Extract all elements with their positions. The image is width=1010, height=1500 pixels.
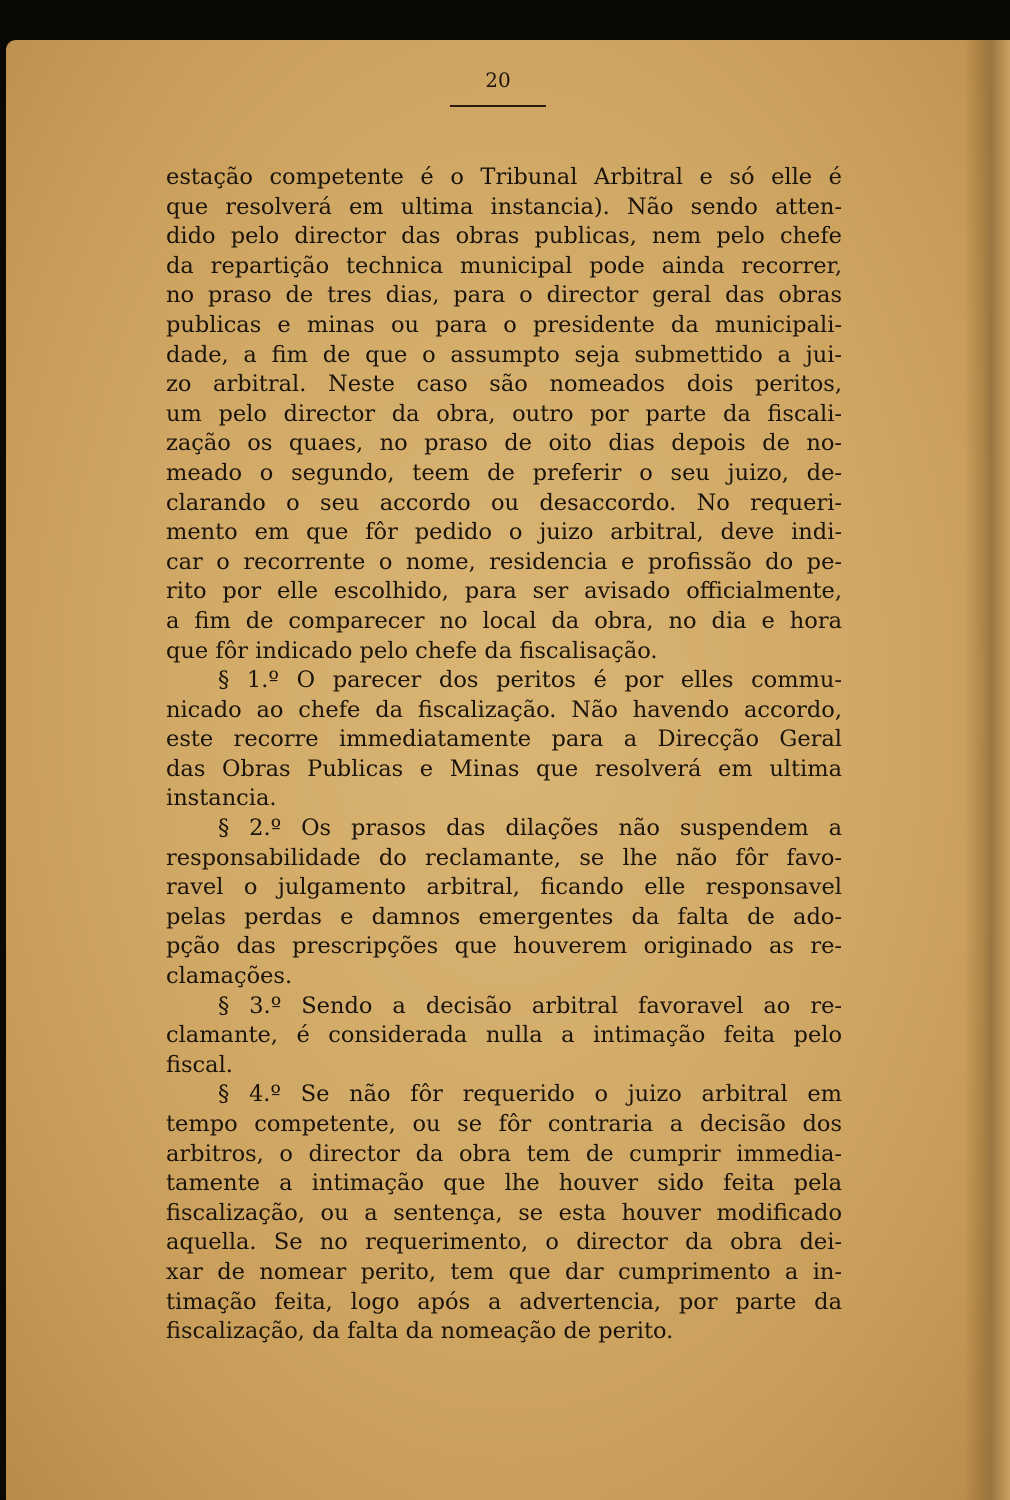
text-line: dido pelo director das obras publicas, nem pelo chefe — [166, 223, 842, 250]
text-line: § 4.º Se não fôr requerido o juizo arbitral em — [218, 1081, 842, 1108]
text-line: fiscalização, da falta da nomeação de perito. — [166, 1318, 674, 1345]
text-line: ravel o julgamento arbitral, ficando elle responsavel — [166, 874, 842, 901]
text-line: xar de nomear perito, tem que dar cumprimento a in- — [166, 1258, 842, 1285]
text-line: meado o segundo, teem de preferir o seu juizo, de- — [166, 459, 842, 486]
text-line: aquella. Se no requerimento, o director da obra dei- — [166, 1229, 842, 1256]
text-line: que fôr indicado pelo chefe da fiscalisação. — [166, 637, 658, 664]
page-number: 20 — [485, 68, 511, 92]
text-line: timação feita, logo após a advertencia, por parte da — [166, 1288, 842, 1315]
text-line: § 1.º O parecer dos peritos é por elles commu- — [218, 667, 842, 694]
text-line: tempo competente, ou se fôr contraria a decisão dos — [166, 1111, 842, 1137]
text-line: a fim de comparecer no local da obra, no dia e hora — [166, 607, 842, 634]
page-number-rule — [450, 105, 546, 107]
text-line: tamente a intimação que lhe houver sido feita pela — [166, 1170, 842, 1197]
text-line: que resolverá em ultima instancia). Não sendo atten- — [166, 193, 842, 220]
text-line: no praso de tres dias, para o director geral das obras — [166, 282, 842, 309]
page-edge-shadow — [964, 40, 1010, 1500]
text-line: § 3.º Sendo a decisão arbitral favoravel ao re- — [218, 992, 842, 1019]
text-line: mento em que fôr pedido o juizo arbitral, deve indi- — [166, 519, 842, 546]
text-line: da repartição technica municipal pode ainda recorrer, — [166, 252, 842, 279]
text-line: responsabilidade do reclamante, se lhe não fôr favo- — [166, 844, 842, 871]
text-line: um pelo director da obra, outro por parte da fiscali- — [166, 400, 842, 427]
text-line: este recorre immediatamente para a Direcção Geral — [166, 726, 842, 753]
text-line: arbitros, o director da obra tem de cumprir immedia- — [166, 1140, 842, 1167]
text-line: clarando o seu accordo ou desaccordo. No requeri- — [166, 489, 842, 516]
text-line: zação os quaes, no praso de oito dias depois de no- — [166, 430, 842, 457]
text-line: estação competente é o Tribunal Arbitral e só elle é — [166, 164, 842, 190]
text-line: fiscalização, ou a sentença, se esta houver modificado — [166, 1199, 842, 1226]
text-line: clamante, é considerada nulla a intimação feita pelo — [166, 1022, 842, 1049]
text-line: dade, a fim de que o assumpto seja submettido a jui- — [166, 341, 842, 368]
text-line: pção das prescripções que houverem originado as re- — [166, 933, 842, 960]
text-line: pelas perdas e damnos emergentes da falta de ado- — [166, 903, 842, 930]
text-line: zo arbitral. Neste caso são nomeados dois peritos, — [166, 371, 842, 398]
text-line: § 2.º Os prasos das dilações não suspendem a — [218, 815, 842, 842]
text-line: publicas e minas ou para o presidente da municipali- — [166, 311, 842, 338]
text-line: nicado ao chefe da fiscalização. Não havendo accordo, — [166, 696, 842, 723]
text-line: instancia. — [166, 785, 277, 812]
text-line: fiscal. — [166, 1051, 233, 1078]
text-line: clamações. — [166, 963, 293, 990]
text-line: rito por elle escolhido, para ser avisado officialmente, — [166, 578, 842, 605]
text-line: das Obras Publicas e Minas que resolverá em ultima — [166, 755, 842, 782]
body-text — [166, 163, 842, 1347]
text-line: car o recorrente o nome, residencia e profissão do pe- — [166, 548, 842, 575]
